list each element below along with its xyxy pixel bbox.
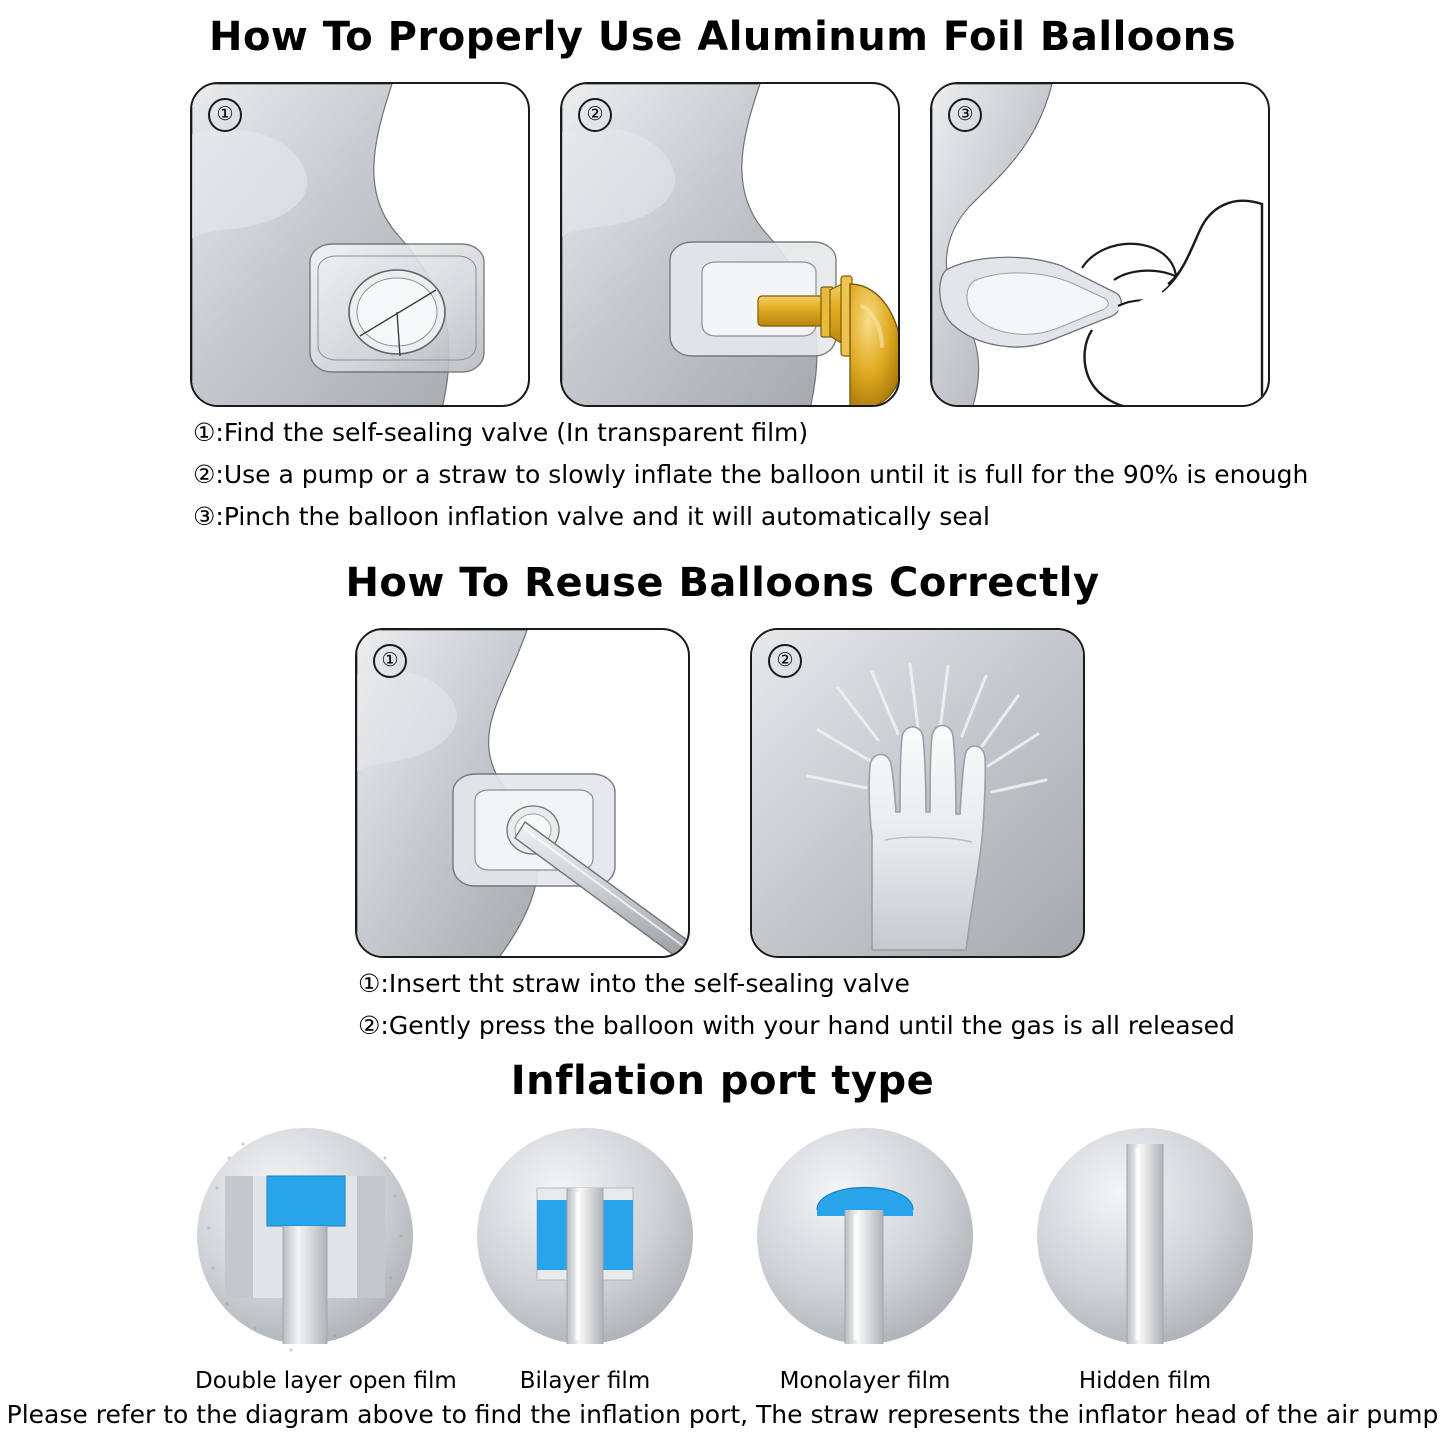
captions-use-balloons	[193, 412, 1308, 538]
section-title-use-balloons: How To Properly Use Aluminum Foil Balloons	[208, 14, 1237, 60]
inflation-port-row	[195, 1118, 1255, 1394]
caption-line: ①:Insert tht straw into the self-sealing valve	[358, 969, 910, 998]
port-monolayer-film	[755, 1118, 975, 1394]
footer-note: Please refer to the diagram above to find the inflation port, The straw represents the inflator head of the air pump	[6, 1400, 1439, 1429]
port-double-layer-open-film	[195, 1118, 457, 1394]
panel-number: ②	[578, 98, 612, 132]
port-label: Bilayer film	[519, 1368, 651, 1394]
panel-number: ①	[208, 98, 242, 132]
pinch-valve-illustration	[930, 82, 1270, 407]
panel-number: ③	[948, 98, 982, 132]
port-label: Monolayer film	[779, 1368, 951, 1394]
port-label: Hidden film	[1078, 1368, 1212, 1394]
panel-row-reuse-balloons	[355, 628, 1085, 958]
section-title-reuse-balloons: How To Reuse Balloons Correctly	[345, 560, 1100, 606]
panel-number: ①	[373, 644, 407, 678]
caption-line: ①:Find the self-sealing valve (In transparent film)	[193, 418, 809, 447]
caption-line: ②:Gently press the balloon with your hand until the gas is all released	[358, 1011, 1235, 1040]
find-valve-illustration	[190, 82, 530, 407]
press-balloon-illustration	[750, 628, 1085, 958]
panel-row-use-balloons	[190, 82, 1270, 407]
section-title-inflation-port-type: Inflation port type	[510, 1058, 935, 1104]
caption-line: ③:Pinch the balloon inflation valve and it will automatically seal	[193, 502, 990, 531]
captions-reuse-balloons	[358, 963, 1235, 1047]
caption-line: ②:Use a pump or a straw to slowly inflate the balloon until it is full for the 90% is enough	[193, 460, 1309, 489]
port-bilayer-film	[475, 1118, 695, 1394]
inflate-with-pump-illustration	[560, 82, 900, 407]
port-label: Double layer open film	[195, 1368, 457, 1394]
panel-number: ②	[768, 644, 802, 678]
insert-straw-illustration	[355, 628, 690, 958]
port-hidden-film	[1035, 1118, 1255, 1394]
